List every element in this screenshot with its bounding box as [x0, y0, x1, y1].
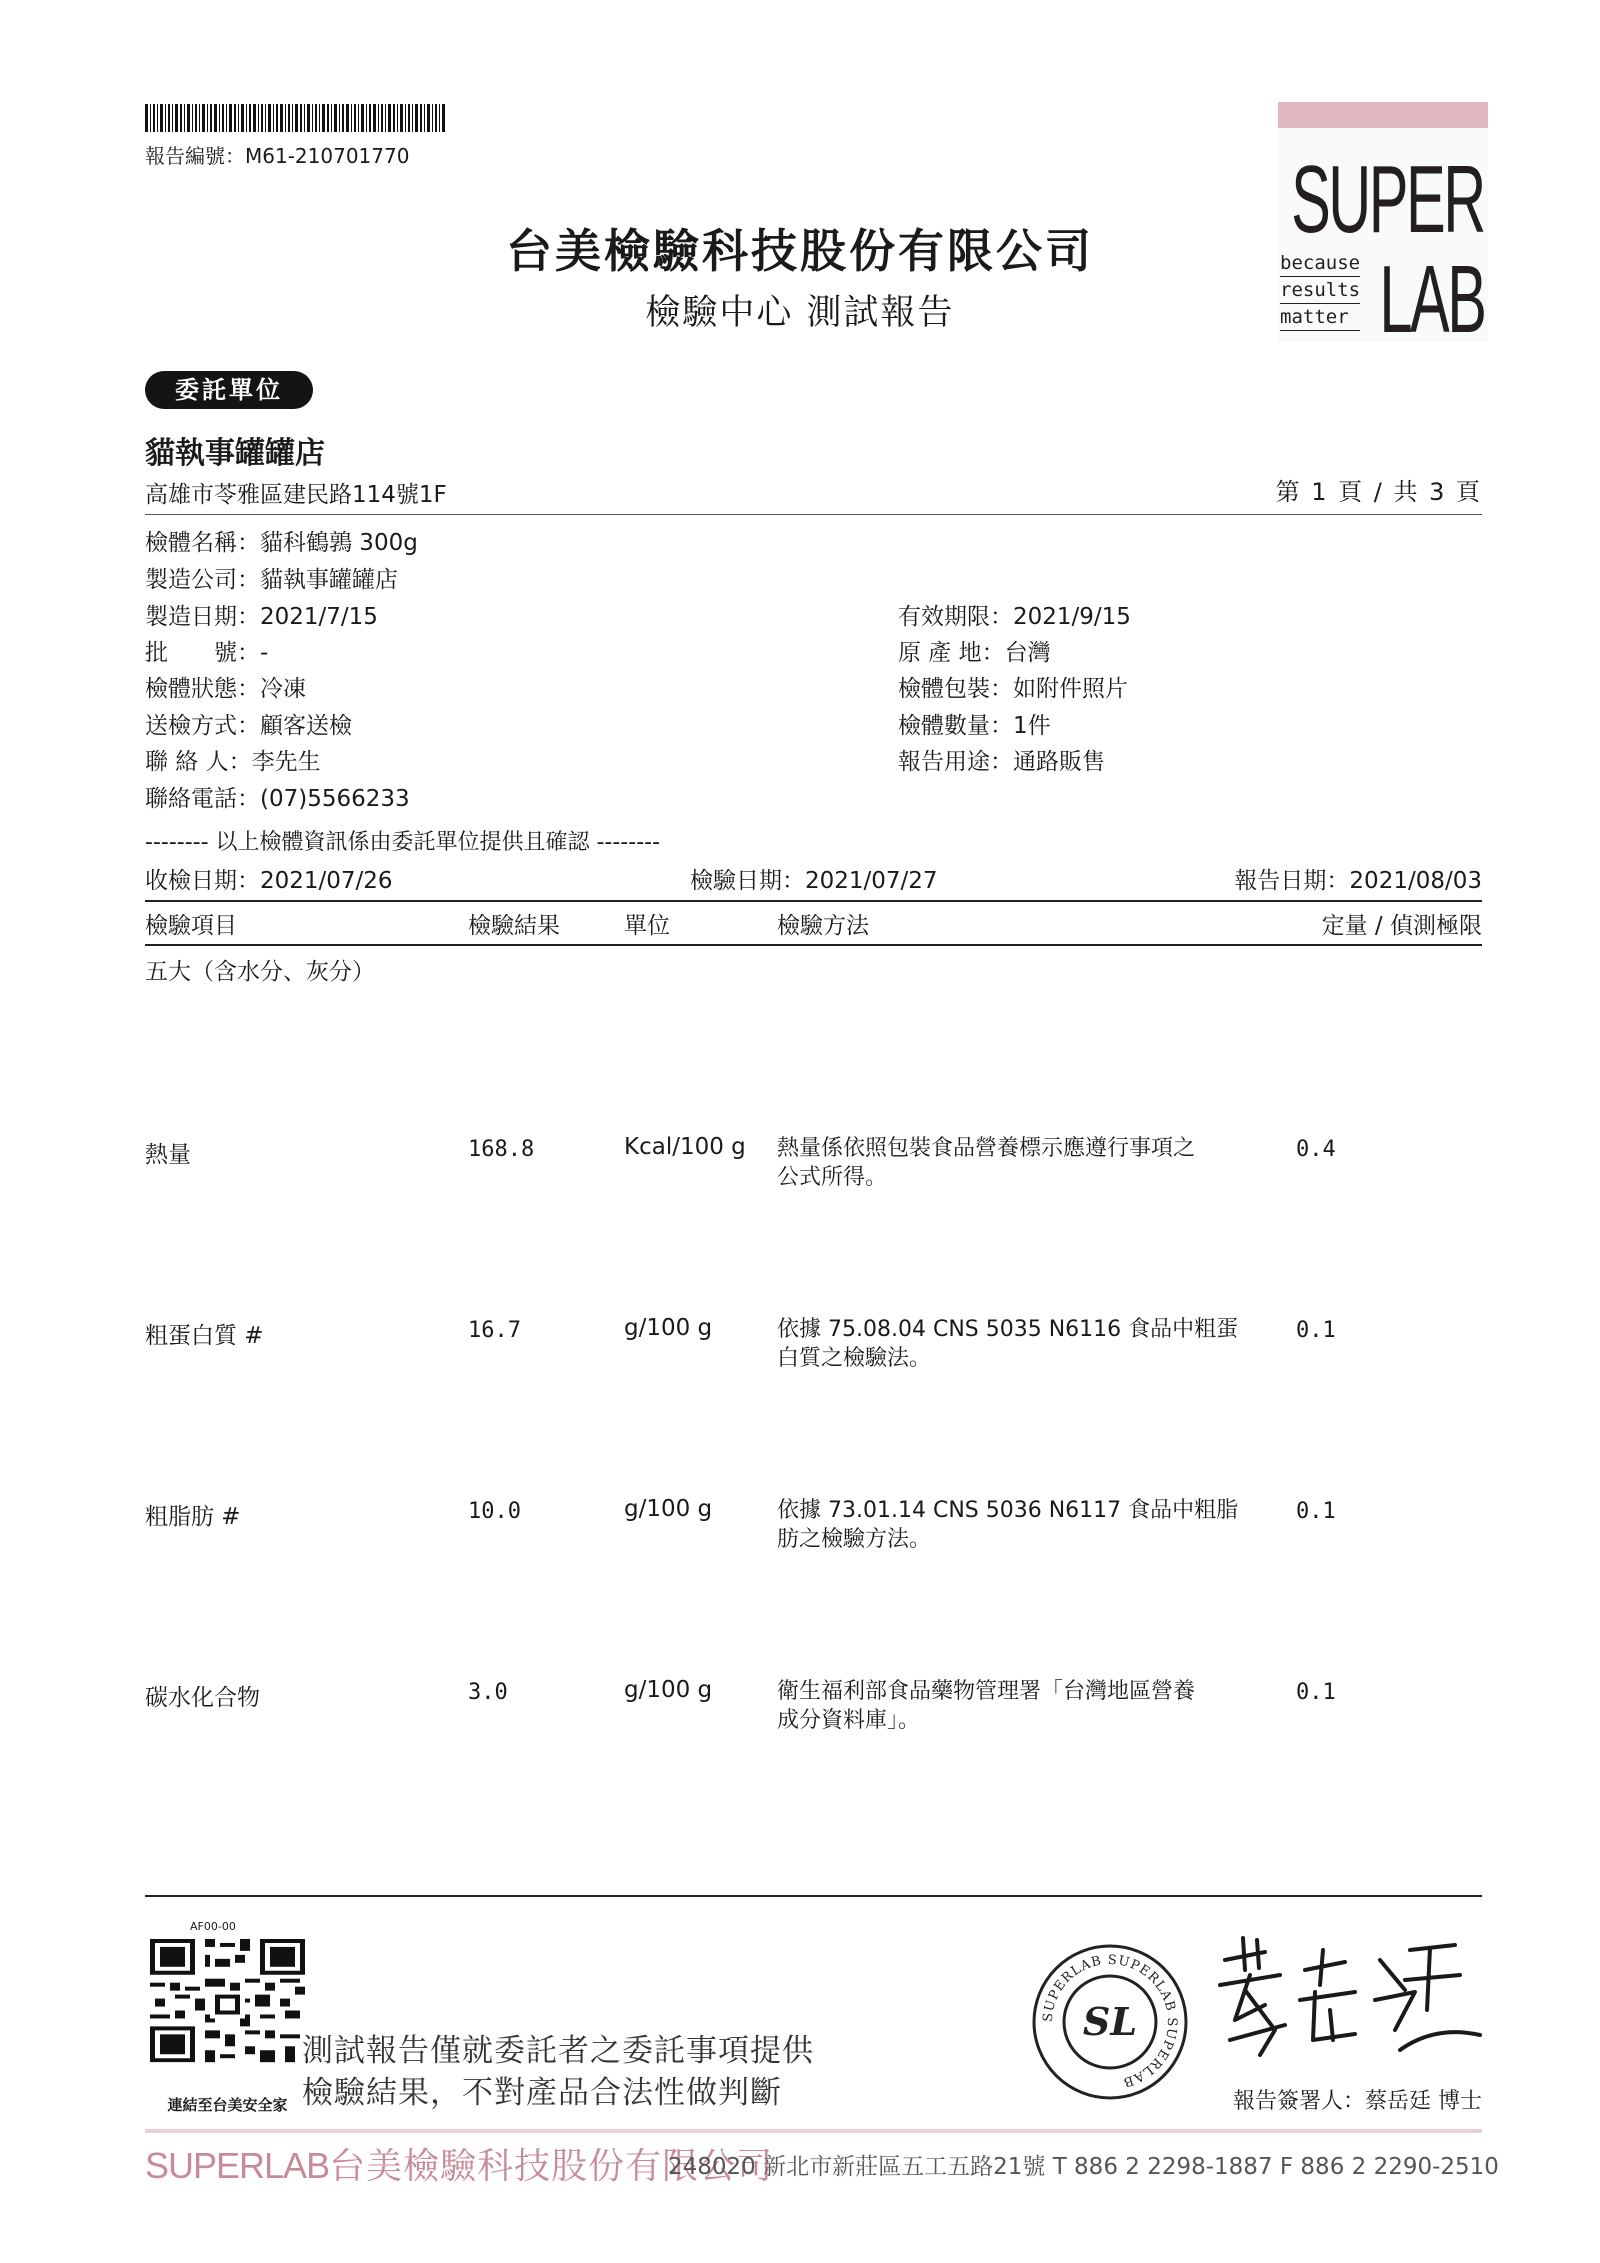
header-item: 檢驗項目	[145, 913, 237, 939]
table-row-item: 粗蛋白質 #	[145, 1323, 264, 1349]
superlab-logo	[1278, 102, 1488, 353]
client-address: 高雄市苓雅區建民路114號1F	[145, 482, 447, 508]
header-limit: 定量 / 偵測極限	[1321, 913, 1482, 939]
footer-address: 248020 新北市新莊區五工五路21號 T 886 2 2298-1887 F 886 2 2290-2510	[668, 2154, 1499, 2180]
table-row-limit: 0.1	[1296, 1318, 1336, 1343]
table-row-method: 衛生福利部食品藥物管理署「台灣地區營養 成分資料庫」。	[777, 1679, 1196, 1733]
qr-form-code: AF00-00	[190, 1920, 236, 1933]
contact-person: 聯 絡 人：李先生	[145, 749, 321, 775]
info-confirmation-note: -------- 以上檢體資訊係由委託單位提供且確認 --------	[145, 830, 661, 855]
table-row-limit: 0.4	[1296, 1137, 1336, 1162]
logo-tagline: because results matter	[1280, 250, 1360, 331]
origin: 原 產 地：台灣	[898, 640, 1051, 666]
table-row-result: 16.7	[468, 1318, 521, 1343]
header-method: 檢驗方法	[777, 913, 869, 939]
logo-lab-text: LAB	[1378, 246, 1484, 353]
table-row-item: 熱量	[145, 1142, 191, 1168]
test-date: 檢驗日期：2021/07/27	[690, 868, 938, 894]
svg-text:SUPERLAB SUPERLAB SUPERLAB: SUPERLAB SUPERLAB SUPERLAB	[1040, 1952, 1180, 2090]
report-number: 報告編號：M61-210701770	[145, 144, 410, 168]
table-row-result: 3.0	[468, 1680, 508, 1705]
client-name: 貓執事罐罐店	[145, 436, 325, 471]
sample-name: 檢體名稱：貓科鶴鶉 300g	[145, 530, 418, 556]
manufacture-date: 製造日期：2021/7/15	[145, 604, 378, 630]
footer-accent-line	[145, 2129, 1482, 2133]
table-top-rule	[145, 900, 1482, 902]
header-unit: 單位	[624, 913, 670, 939]
superlab-seal-icon	[1030, 1942, 1190, 2102]
logo-accent-bar	[1278, 102, 1488, 128]
expiry-date: 有效期限：2021/9/15	[898, 604, 1131, 630]
sample-quantity: 檢體數量：1件	[898, 713, 1051, 739]
handwritten-signature	[1205, 1930, 1485, 2080]
table-row-method: 熱量係依照包裝食品營養標示應遵行事項之 公式所得。	[777, 1136, 1196, 1190]
footer-rule	[145, 1895, 1482, 1897]
logo-super-text: SUPER	[1291, 146, 1484, 253]
test-group-label: 五大（含水分、灰分）	[145, 959, 375, 985]
manufacturer: 製造公司：貓執事罐罐店	[145, 567, 398, 593]
table-row-method: 依據 75.08.04 CNS 5035 N6116 食品中粗蛋 白質之檢驗法。	[777, 1317, 1239, 1371]
packaging: 檢體包裝：如附件照片	[898, 676, 1128, 702]
table-row-result: 168.8	[468, 1137, 535, 1162]
table-header-rule	[145, 944, 1482, 946]
qr-code-icon[interactable]	[145, 1935, 310, 2090]
table-row-result: 10.0	[468, 1499, 521, 1524]
report-purpose: 報告用途：通路販售	[898, 749, 1105, 775]
table-row-item: 碳水化合物	[145, 1685, 260, 1711]
page-indicator: 第 1 頁 / 共 3 頁	[1275, 478, 1482, 506]
table-row-method: 依據 73.01.14 CNS 5036 N6117 食品中粗脂 肪之檢驗方法。	[777, 1498, 1239, 1552]
disclaimer-text: 測試報告僅就委託者之委託事項提供 檢驗結果，不對產品合法性做判斷	[302, 2033, 814, 2111]
table-row-limit: 0.1	[1296, 1680, 1336, 1705]
report-date: 報告日期：2021/08/03	[1234, 868, 1482, 894]
table-row-unit: g/100 g	[624, 1315, 713, 1341]
company-title: 台美檢驗科技股份有限公司	[506, 224, 1094, 278]
table-row-unit: g/100 g	[624, 1677, 713, 1703]
footer-brand-name: 台美檢驗科技股份有限公司	[329, 2146, 774, 2187]
contact-phone: 聯絡電話：(07)5566233	[145, 786, 410, 812]
table-row-unit: Kcal/100 g	[624, 1134, 746, 1160]
table-row-unit: g/100 g	[624, 1496, 713, 1522]
footer-brand-logo: SUPERLAB	[145, 2145, 330, 2186]
svg-text:SL: SL	[1082, 1999, 1138, 2044]
header-result: 檢驗結果	[468, 913, 560, 939]
received-date: 收檢日期：2021/07/26	[145, 868, 393, 894]
barcode	[145, 104, 445, 132]
qr-caption: 連結至台美安全家	[167, 2096, 288, 2114]
table-row-limit: 0.1	[1296, 1499, 1336, 1524]
report-signer: 報告簽署人：蔡岳廷 博士	[1233, 2089, 1482, 2114]
batch-number: 批 號：-	[145, 640, 269, 666]
divider	[145, 514, 1482, 515]
delivery-method: 送檢方式：顧客送檢	[145, 713, 352, 739]
sample-state: 檢體狀態：冷凍	[145, 676, 306, 702]
table-row-item: 粗脂肪 #	[145, 1504, 241, 1530]
report-subtitle: 檢驗中心 測試報告	[645, 293, 955, 333]
client-section-label: 委託單位	[145, 371, 313, 409]
